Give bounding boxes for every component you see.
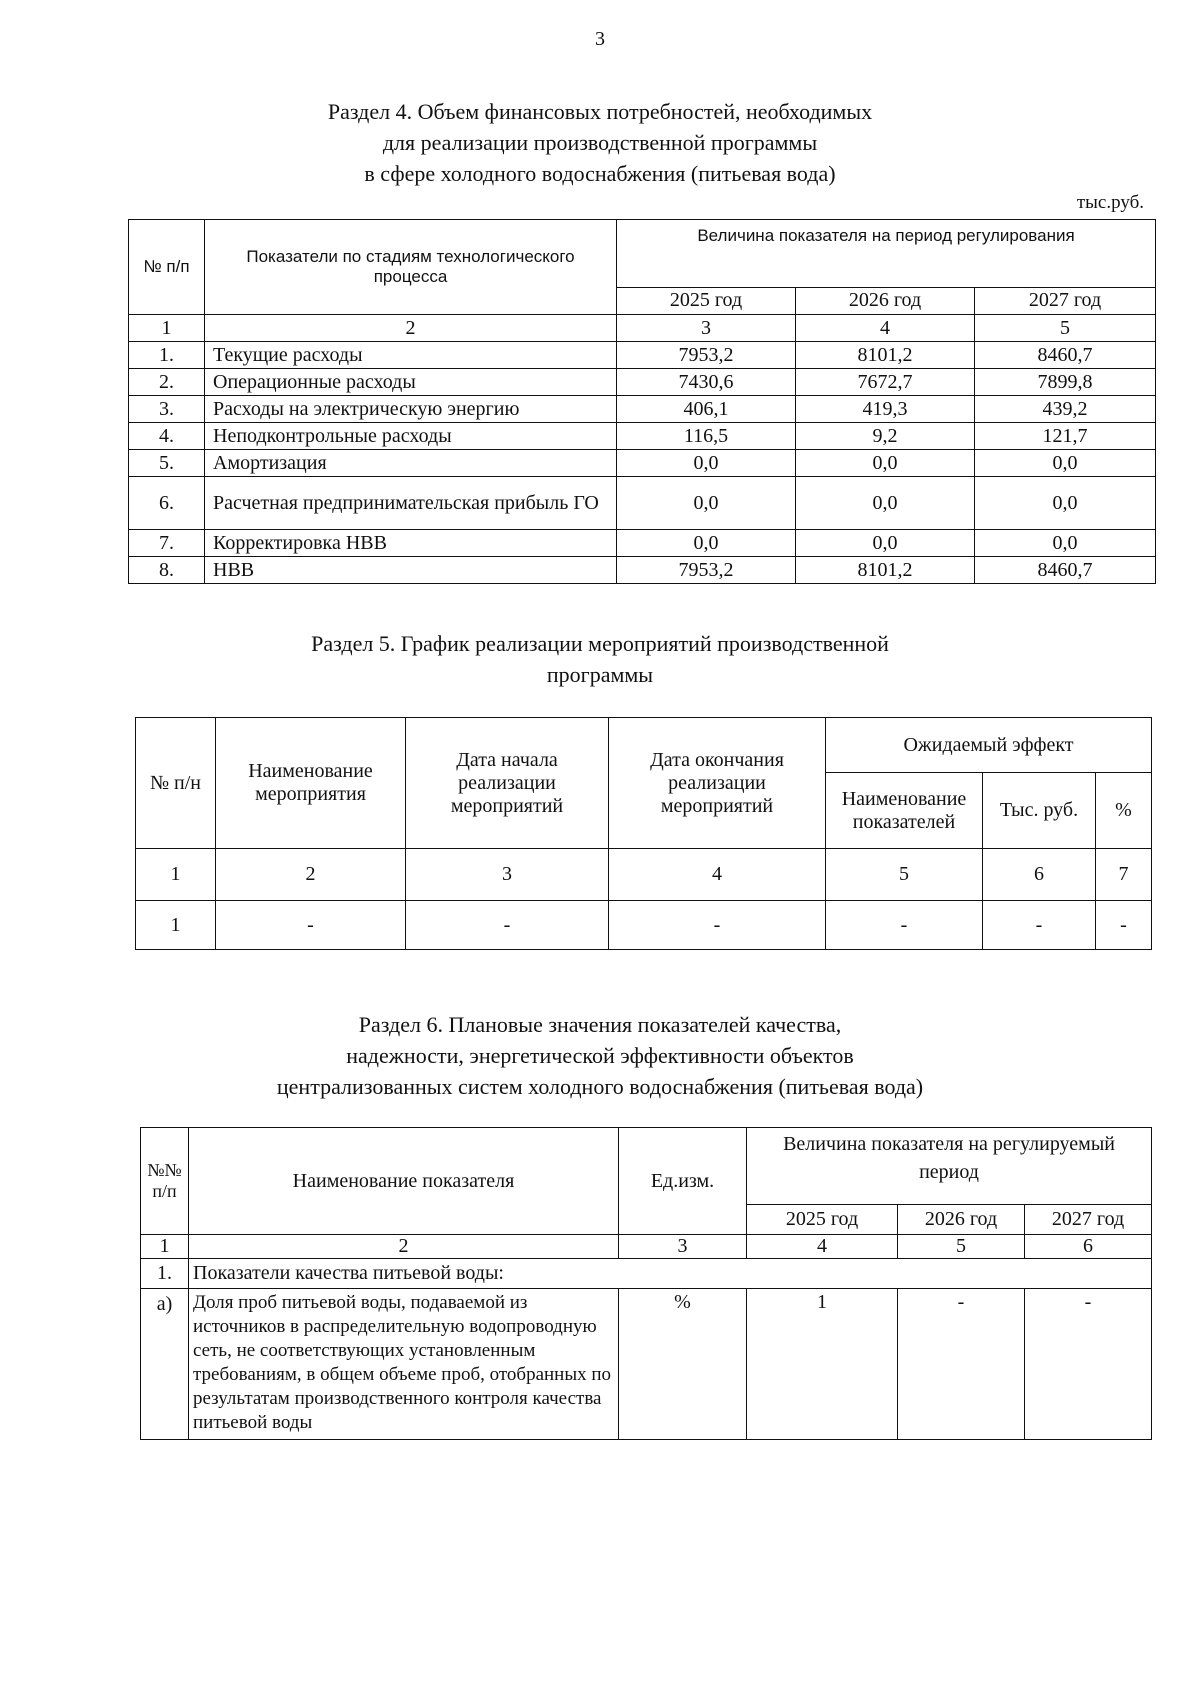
header-year: 2026 год: [898, 1205, 1025, 1235]
table-row: [129, 369, 1156, 396]
header-num: №№ п/п: [141, 1128, 189, 1235]
schedule-table: [135, 717, 1152, 950]
row-num: 2.: [129, 369, 205, 396]
row-value: 0,0: [617, 530, 796, 557]
row-num: 7.: [129, 530, 205, 557]
section6-title-line: надежности, энергетической эффективности объектов: [346, 1043, 854, 1068]
row-value: 8101,2: [796, 557, 975, 584]
section6-title-line: Раздел 6. Плановые значения показателей качества,: [358, 1012, 842, 1037]
header-num: № п/н: [136, 718, 216, 849]
header-indicator: Показатели по стадиям технологического процесса: [205, 220, 617, 315]
header-effect-name: Наименование показателей: [826, 773, 983, 849]
header-name: Наименование показателя: [189, 1128, 619, 1235]
header-value-group: Величина показателя на период регулирования: [617, 220, 1156, 288]
section4-title-line: для реализации производственной программы: [382, 130, 818, 155]
col-number: 5: [898, 1235, 1025, 1259]
row-value: 116,5: [617, 423, 796, 450]
row-value: 8460,7: [975, 342, 1156, 369]
col-number: 1: [136, 849, 216, 901]
col-number: 1: [129, 315, 205, 342]
row-value: 419,3: [796, 396, 975, 423]
row-num: 6.: [129, 477, 205, 530]
header-effect-pct: %: [1096, 773, 1152, 849]
row-effect-pct: -: [1096, 901, 1152, 950]
row-value: 0,0: [617, 450, 796, 477]
col-number: 1: [141, 1235, 189, 1259]
col-number: 6: [1025, 1235, 1152, 1259]
table-row: [141, 1289, 1152, 1440]
header-year: 2025 год: [617, 287, 796, 314]
row-value: 0,0: [975, 450, 1156, 477]
row-num: а): [141, 1289, 189, 1440]
row-unit: %: [619, 1289, 747, 1440]
row-name: Операционные расходы: [205, 369, 617, 396]
row-num: 4.: [129, 423, 205, 450]
header-value-group: Величина показателя на регулируемый период: [747, 1128, 1152, 1205]
group-num: 1.: [141, 1259, 189, 1289]
header-year: 2027 год: [975, 287, 1156, 314]
row-value: 0,0: [975, 477, 1156, 530]
header-start: Дата начала реализации мероприятий: [406, 718, 609, 849]
col-number: 4: [609, 849, 826, 901]
row-value: 439,2: [975, 396, 1156, 423]
row-name: Расходы на электрическую энергию: [205, 396, 617, 423]
col-number: 3: [617, 315, 796, 342]
col-number: 6: [983, 849, 1096, 901]
header-unit: Ед.изм.: [619, 1128, 747, 1235]
unit-label: тыс.руб.: [1076, 192, 1144, 213]
col-number: 4: [747, 1235, 898, 1259]
header-year: 2026 год: [796, 287, 975, 314]
table-row: [129, 342, 1156, 369]
row-value: 0,0: [796, 530, 975, 557]
row-name: Доля проб питьевой воды, подаваемой из источников в распределительную водопроводную сеть, не соответствующих установленным требованиям, в общем объеме проб, отобранных по результатам производственного контроля качества питьевой воды: [189, 1289, 619, 1440]
col-number: 4: [796, 315, 975, 342]
row-value: -: [1025, 1289, 1152, 1440]
header-end: Дата окончания реализации мероприятий: [609, 718, 826, 849]
row-name: Неподконтрольные расходы: [205, 423, 617, 450]
row-name: Корректировка НВВ: [205, 530, 617, 557]
row-end: -: [609, 901, 826, 950]
table-row: [129, 450, 1156, 477]
col-number: 2: [189, 1235, 619, 1259]
col-number: 3: [619, 1235, 747, 1259]
table-row: [129, 557, 1156, 584]
row-value: 8460,7: [975, 557, 1156, 584]
col-number: 2: [205, 315, 617, 342]
table-row: [129, 530, 1156, 557]
table-row: [129, 477, 1156, 530]
row-num: 3.: [129, 396, 205, 423]
section6-title-line: централизованных систем холодного водоснабжения (питьевая вода): [276, 1074, 924, 1099]
row-value: 0,0: [975, 530, 1156, 557]
row-value: 9,2: [796, 423, 975, 450]
col-number: 5: [826, 849, 983, 901]
col-number: 3: [406, 849, 609, 901]
header-year: 2025 год: [747, 1205, 898, 1235]
row-value: 7953,2: [617, 342, 796, 369]
row-num: 5.: [129, 450, 205, 477]
row-value: 7953,2: [617, 557, 796, 584]
row-value: 8101,2: [796, 342, 975, 369]
row-name: Амортизация: [205, 450, 617, 477]
table-row: [129, 396, 1156, 423]
page-number: 3: [595, 28, 605, 50]
quality-indicators-table: [140, 1127, 1152, 1440]
row-value: 1: [747, 1289, 898, 1440]
row-num: 1.: [129, 342, 205, 369]
row-value: 7899,8: [975, 369, 1156, 396]
header-name: Наименование мероприятия: [216, 718, 406, 849]
section5-title-line: программы: [546, 662, 654, 687]
row-start: -: [406, 901, 609, 950]
group-name: Показатели качества питьевой воды:: [189, 1259, 1152, 1289]
row-value: -: [898, 1289, 1025, 1440]
section4-title: [0, 96, 1200, 189]
row-value: 7430,6: [617, 369, 796, 396]
row-value: 406,1: [617, 396, 796, 423]
row-effect-name: -: [826, 901, 983, 950]
row-name: НВВ: [205, 557, 617, 584]
financial-needs-table: [128, 219, 1156, 584]
row-num: 1: [136, 901, 216, 950]
group-row: [141, 1259, 1152, 1289]
row-value: 0,0: [796, 477, 975, 530]
section5-title-line: Раздел 5. График реализации мероприятий производственной: [311, 631, 889, 656]
section6-title: [0, 1009, 1200, 1102]
row-num: 8.: [129, 557, 205, 584]
table-row: [136, 901, 1152, 950]
col-number: 2: [216, 849, 406, 901]
header-year: 2027 год: [1025, 1205, 1152, 1235]
section4-title-line: в сфере холодного водоснабжения (питьевая вода): [364, 161, 836, 186]
row-value: 0,0: [796, 450, 975, 477]
row-value: 0,0: [617, 477, 796, 530]
header-num: № п/п: [129, 220, 205, 315]
row-name: -: [216, 901, 406, 950]
section4-title-line: Раздел 4. Объем финансовых потребностей, необходимых: [327, 99, 873, 124]
header-effect: Ожидаемый эффект: [826, 718, 1152, 773]
row-value: 7672,7: [796, 369, 975, 396]
row-name: Текущие расходы: [205, 342, 617, 369]
row-value: 121,7: [975, 423, 1156, 450]
col-number: 7: [1096, 849, 1152, 901]
col-number: 5: [975, 315, 1156, 342]
table-row: [129, 423, 1156, 450]
row-effect-rub: -: [983, 901, 1096, 950]
section5-title: [0, 628, 1200, 690]
header-effect-rub: Тыс. руб.: [983, 773, 1096, 849]
row-name: Расчетная предпринимательская прибыль ГО: [205, 477, 617, 530]
